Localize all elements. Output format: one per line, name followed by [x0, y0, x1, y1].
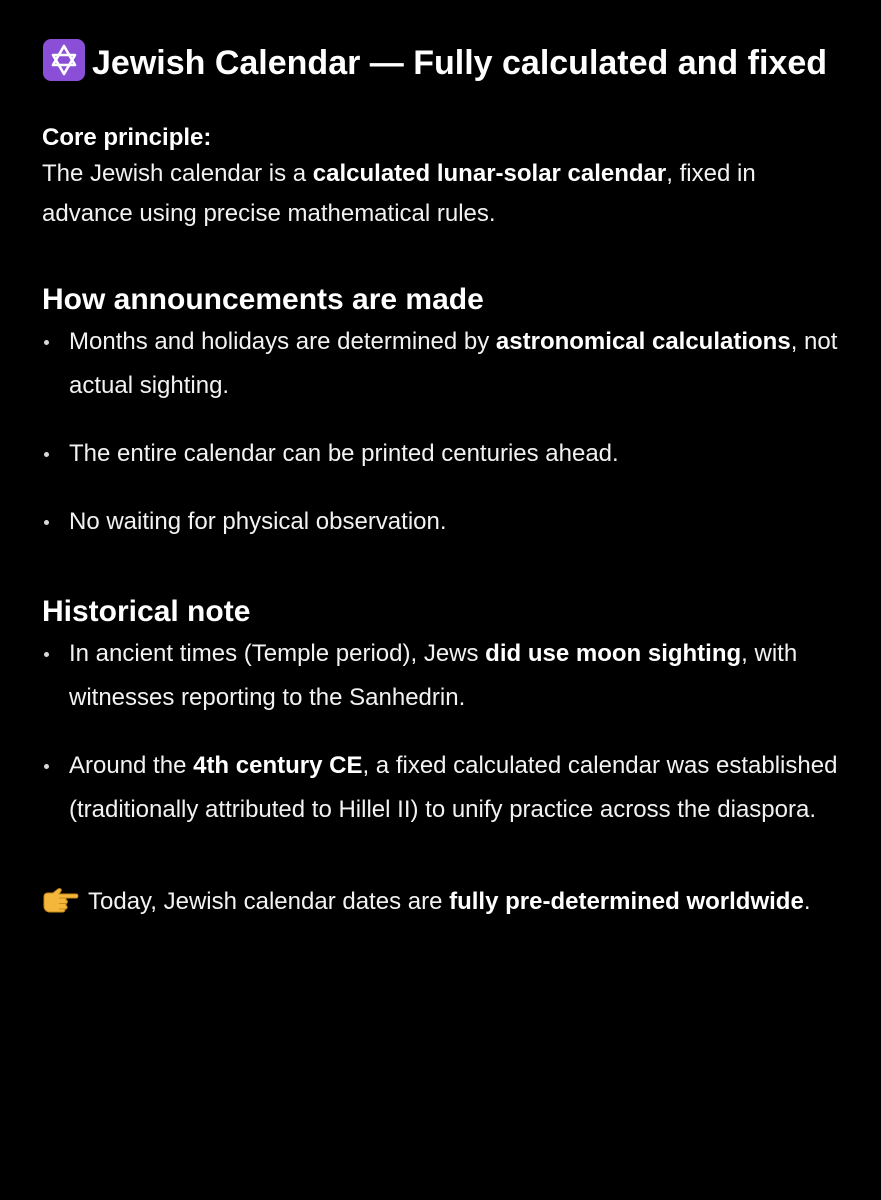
list-item	[42, 320, 842, 408]
page-title-text: Jewish Calendar — Fully calculated and fixed	[92, 44, 828, 82]
list-item-text: In ancient times (Temple period), Jews	[69, 640, 486, 667]
list-item-text-end: , with witnesses reporting to the Sanhedrin.	[69, 640, 798, 711]
today-text-end: .	[803, 888, 811, 915]
list-item	[42, 432, 842, 476]
today-text: Today, Jewish calendar dates are	[88, 888, 450, 915]
historical-note-heading: Historical note	[42, 595, 251, 628]
announcements-list	[42, 320, 842, 544]
core-principle-emphasis: calculated lunar-solar calendar	[312, 160, 667, 187]
list-item	[42, 744, 842, 832]
list-item-emphasis: 4th century CE	[193, 752, 363, 779]
star-of-david-icon	[42, 38, 86, 82]
list-item-text-end: , not actual sighting.	[69, 328, 838, 399]
message-content	[42, 36, 842, 924]
historical-note-list	[42, 632, 842, 832]
today-emphasis: fully pre-determined worldwide	[449, 888, 804, 915]
today-summary	[42, 880, 842, 924]
list-item	[42, 632, 842, 720]
list-item-text-end: , a fixed calculated calendar was established (traditionally attributed to Hillel II) to unify practice across the diaspora.	[69, 752, 838, 823]
core-principle	[42, 122, 842, 234]
list-item-text: No waiting for physical observation.	[69, 508, 447, 535]
list-item-text: The entire calendar can be printed centuries ahead.	[69, 440, 619, 467]
core-principle-text-end: , fixed in advance using precise mathematical rules.	[42, 160, 756, 227]
core-principle-text: The Jewish calendar is a	[42, 160, 313, 187]
page-title	[42, 36, 842, 90]
core-principle-heading: Core principle:	[42, 124, 212, 151]
pointing-hand-icon	[42, 884, 80, 910]
list-item-emphasis: astronomical calculations	[495, 328, 791, 355]
list-item-text: Months and holidays are determined by	[69, 328, 496, 355]
list-item-emphasis: did use moon sighting	[485, 640, 742, 667]
announcements-heading: How announcements are made	[42, 283, 484, 316]
list-item-text: Around the	[69, 752, 194, 779]
list-item	[42, 500, 842, 544]
